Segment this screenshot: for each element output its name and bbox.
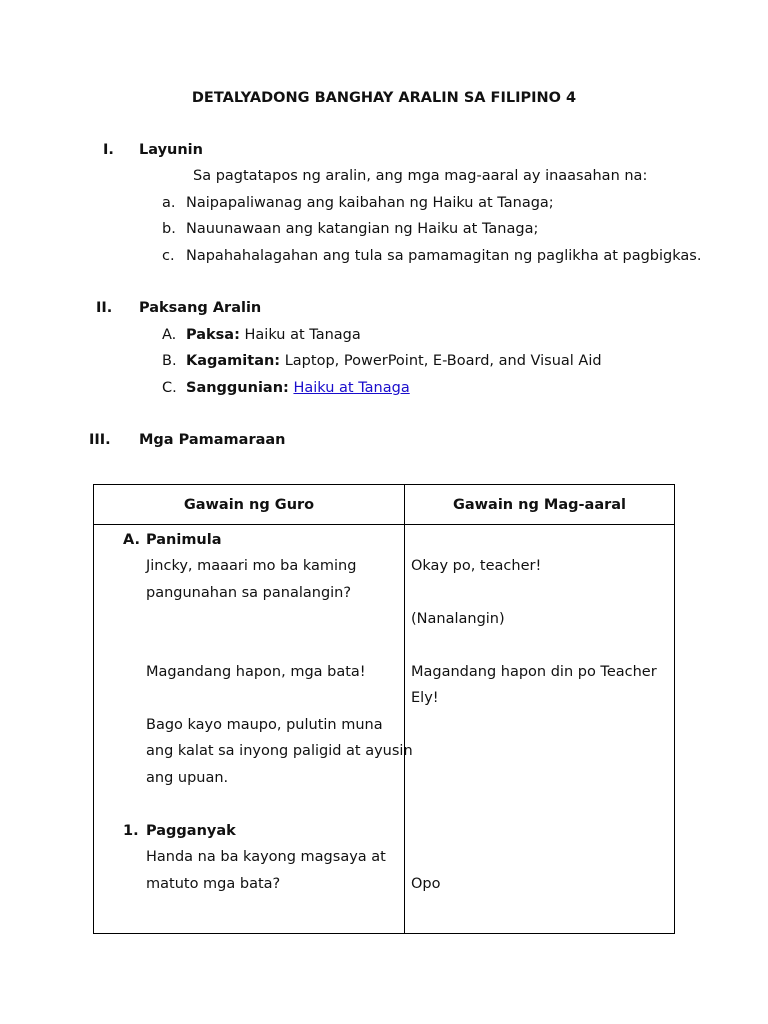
objective-item: Nauunawaan ang katangian ng Haiku at Tanaga;: [186, 221, 539, 237]
section-1-intro: Sa pagtatapos ng aralin, ang mga mag-aaral ay inaasahan na:: [193, 168, 648, 184]
teacher-line: Magandang hapon, mga bata!: [146, 664, 366, 680]
objective-item: Naipapaliwanag ang kaibahan ng Haiku at Tanaga;: [186, 195, 554, 211]
topic-label: Paksa:: [186, 327, 240, 343]
section-2-heading: Paksang Aralin: [139, 300, 262, 316]
subheading-panimula: Panimula: [146, 532, 222, 548]
table-header-row: [94, 485, 675, 525]
topic-value: Haiku at Tanaga: [244, 327, 361, 343]
reference-row: [186, 378, 410, 398]
subheading-marker: 1.: [123, 823, 139, 839]
document-title: DETALYADONG BANGHAY ARALIN SA FILIPINO 4: [191, 90, 577, 106]
subheading-marker: A.: [123, 532, 140, 548]
subheading-pagganyak: Pagganyak: [146, 823, 236, 839]
materials-marker: B.: [162, 353, 177, 369]
teacher-line: Jincky, maaari mo ba kaming: [146, 558, 357, 574]
section-1-numeral: I.: [103, 142, 114, 158]
student-line: Okay po, teacher!: [411, 558, 542, 574]
reference-link[interactable]: Haiku at Tanaga: [293, 380, 410, 396]
teacher-line: ang kalat sa inyong paligid at ayusin: [146, 743, 413, 759]
objective-marker: b.: [162, 221, 176, 237]
teacher-column-header: Gawain ng Guro: [94, 485, 405, 525]
student-activity-cell: [405, 525, 675, 934]
teacher-line: ang upuan.: [146, 770, 229, 786]
topic-row: [186, 325, 361, 345]
materials-row: [186, 351, 602, 371]
student-line: Ely!: [411, 690, 439, 706]
student-column-header: Gawain ng Mag-aaral: [405, 485, 675, 525]
section-3-numeral: III.: [89, 432, 111, 448]
section-1-heading: Layunin: [139, 142, 203, 158]
student-line: Magandang hapon din po Teacher: [411, 664, 657, 680]
teacher-activity-cell: [94, 525, 413, 934]
section-2-numeral: II.: [96, 300, 113, 316]
reference-label: Sanggunian:: [186, 380, 289, 396]
student-line: Opo: [411, 876, 441, 892]
section-3-heading: Mga Pamamaraan: [139, 432, 286, 448]
objective-marker: c.: [162, 248, 175, 264]
topic-marker: A.: [162, 327, 177, 343]
teacher-line: pangunahan sa panalangin?: [146, 585, 352, 601]
teacher-line: matuto mga bata?: [146, 876, 281, 892]
materials-value: Laptop, PowerPoint, E-Board, and Visual Aid: [284, 353, 602, 369]
teacher-line: Handa na ba kayong magsaya at: [146, 849, 386, 865]
student-line: (Nanalangin): [411, 611, 505, 627]
teacher-line: Bago kayo maupo, pulutin muna: [146, 717, 383, 733]
procedure-table: [93, 484, 675, 934]
materials-label: Kagamitan:: [186, 353, 281, 369]
objective-item: Napahahalagahan ang tula sa pamamagitan ng paglikha at pagbigkas.: [186, 248, 702, 264]
objective-marker: a.: [162, 195, 176, 211]
table-row: [94, 525, 675, 934]
reference-marker: C.: [162, 380, 177, 396]
